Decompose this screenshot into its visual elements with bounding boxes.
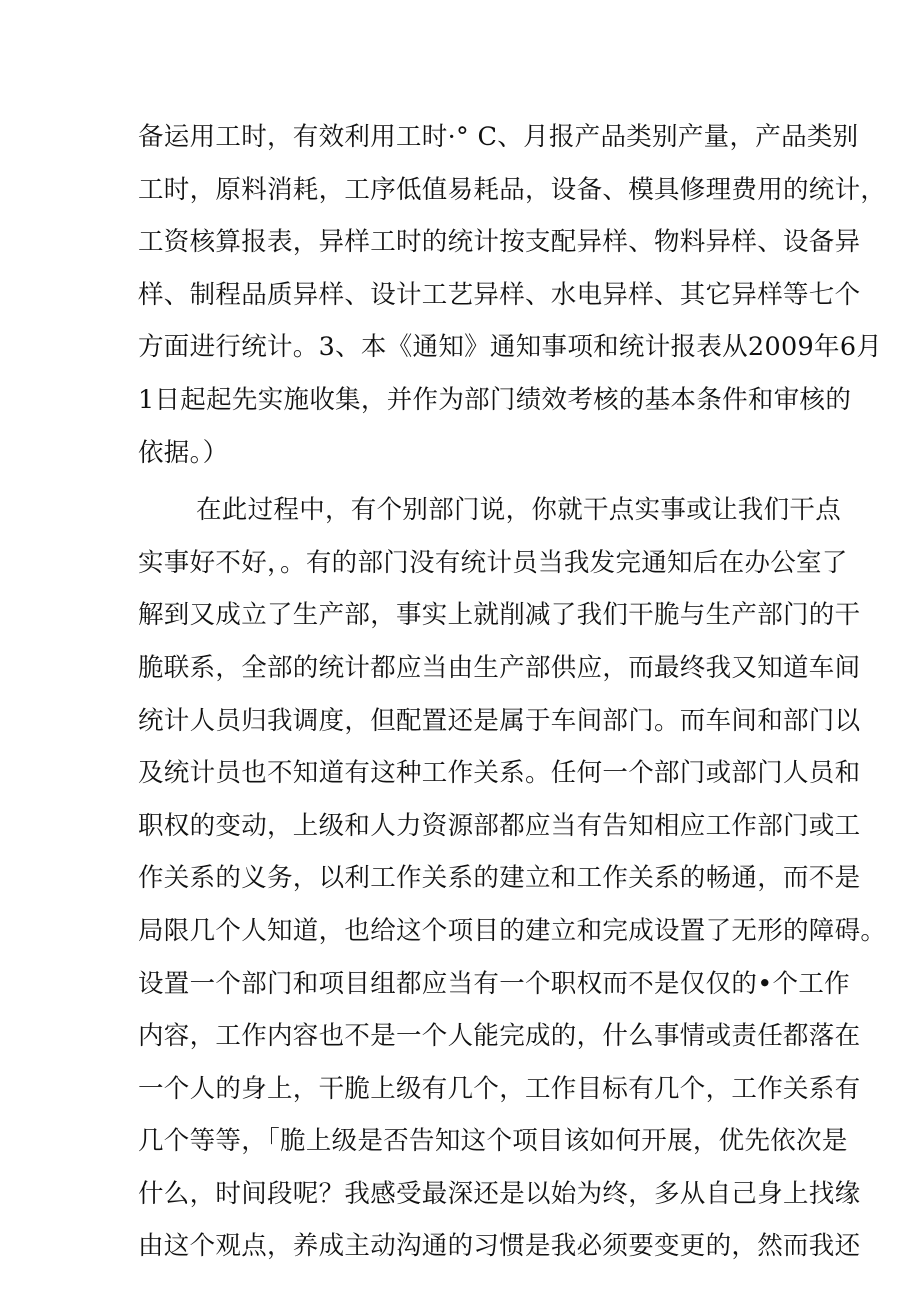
- text-line: 设置一个部门和项目组都应当有一个职权而不是仅仅的•个工作: [138, 968, 850, 999]
- paragraph-1: [138, 111, 887, 479]
- document-body: [138, 111, 887, 1273]
- text-line: 解到又成立了生产部，事实上就削减了我们干脆与生产部门的干: [138, 600, 861, 631]
- text-line: 工资核算报表，异样工时的统计按支配异样、物料异样、设备异: [138, 227, 861, 258]
- text-line: 工时，原料消耗，工序低值易耗品，设备、模具修理费用的统计，: [138, 174, 887, 205]
- text-line: 方面进行统计。3、本《通知》通知事项和统计报表从2009年6月: [138, 332, 883, 363]
- text-line: 职权的变动，上级和人力资源部都应当有告知相应工作部门或工: [138, 810, 861, 841]
- text-line: 及统计员也不知道有这种工作关系。任何一个部门或部门人员和: [138, 758, 861, 789]
- text-line: 脆联系，全部的统计都应当由生产部供应，而最终我又知道车间: [138, 652, 861, 683]
- text-line: 局限几个人知道，也给这个项目的建立和完成设置了无形的障碍。: [138, 915, 887, 946]
- paragraph-2: [138, 484, 887, 1273]
- text-line: 样、制程品质异样、设计工艺异样、水电异样、其它异样等七个: [138, 279, 861, 310]
- text-line: 一个人的身上，干脆上级有几个，工作目标有几个，工作关系有: [138, 1073, 861, 1104]
- text-line-first-indented: 在此过程中，有个别部门说，你就干点实事或让我们干点: [196, 495, 842, 526]
- text-line: 统计人员归我调度，但配置还是属于车间部门。而车间和部门以: [138, 705, 861, 736]
- text-line: 几个等等，「脆上级是否告知这个项目该如何开展，优先依次是: [138, 1126, 848, 1157]
- text-line: 备运用工时，有效利用工时·° C、月报产品类别产量，产品类别: [138, 122, 859, 152]
- text-line: 由这个观点，养成主动沟通的习惯是我必须要变更的，然而我还: [138, 1231, 861, 1262]
- text-line: 什么，时间段呢？我感受最深还是以始为终，多从自己身上找缘: [138, 1178, 861, 1209]
- text-line: 作关系的义务，以利工作关系的建立和工作关系的畅通，而不是: [138, 863, 861, 894]
- text-line: 实事好不好，。有的部门没有统计员当我发完通知后在办公室了: [138, 547, 848, 578]
- text-line: 依据。）: [138, 437, 229, 468]
- text-line: 内容，工作内容也不是一个人能完成的，什么事情或责任都落在: [138, 1021, 861, 1052]
- text-line: 1日起起先实施收集，并作为部门绩效考核的基本条件和审核的: [138, 384, 852, 415]
